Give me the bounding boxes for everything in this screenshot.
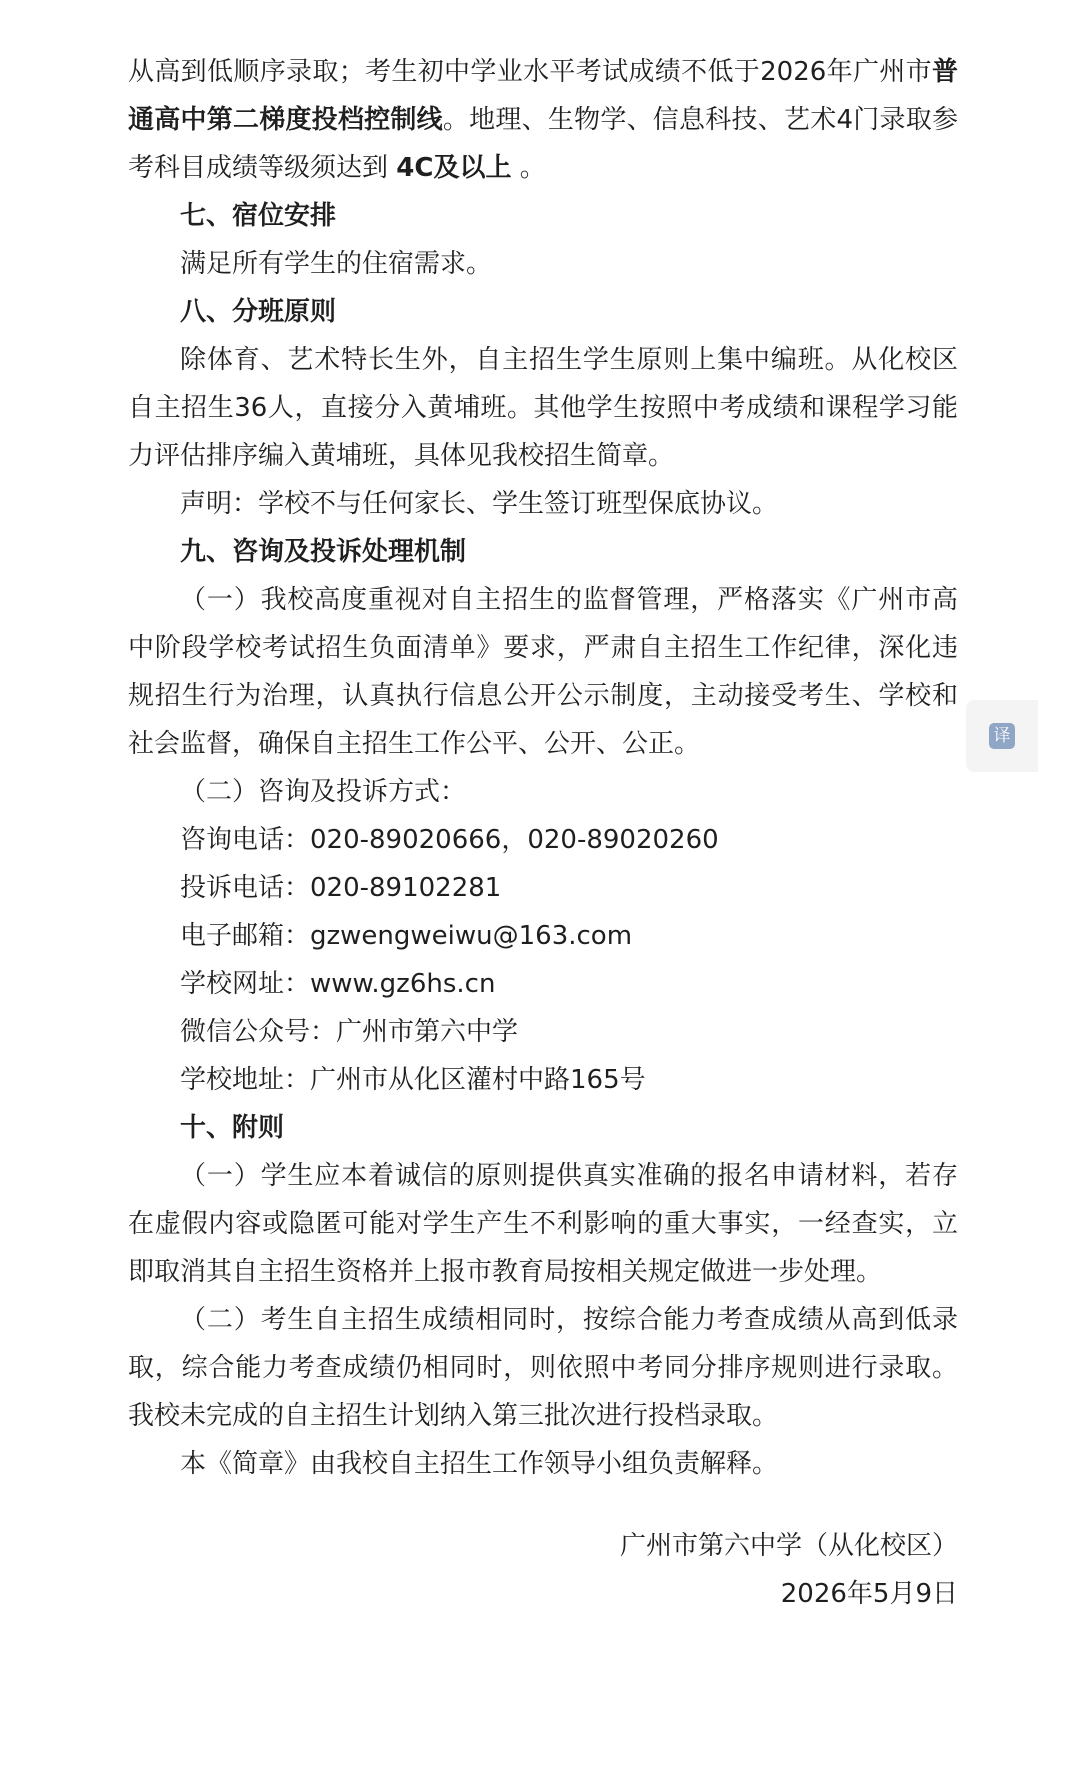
- section-7-text: 满足所有学生的住宿需求。: [180, 249, 493, 279]
- section-heading-10: 十、附则: [180, 1113, 285, 1143]
- section-heading-8: 八、分班原则: [180, 297, 337, 327]
- section-9-paragraph-2: （二）咨询及投诉方式：: [180, 777, 467, 807]
- consult-phone: 咨询电话：020-89020666，020-89020260: [180, 825, 719, 855]
- bold-text: 普通高中第二梯度投档控制线: [128, 57, 958, 135]
- text: 从高到低顺序录取；考生初中学业水平考试成绩不低于2026年广州市: [128, 57, 932, 87]
- complaint-phone: 投诉电话：020-89102281: [180, 873, 502, 903]
- document-body: [128, 48, 958, 1618]
- section-8-paragraph-1: 除体育、艺术特长生外，自主招生学生原则上集中编班。从化校区自主招生36人，直接分入黄埔班。其他学生按照中考成绩和课程学习能力评估排序编入黄埔班，具体见我校招生简章。: [128, 345, 958, 471]
- paragraph-admission-criteria: [128, 48, 958, 192]
- spacer: [128, 1488, 958, 1522]
- section-8-statement: 声明：学校不与任何家长、学生签订班型保底协议。: [180, 489, 779, 519]
- translate-button[interactable]: [966, 700, 1038, 772]
- section-10-paragraph-1: （一）学生应本着诚信的原则提供真实准确的报名申请材料，若存在虚假内容或隐匿可能对学生产生不利影响的重大事实，一经查实，立即取消其自主招生资格并上报市教育局按相关规定做进一步处理。: [128, 1161, 958, 1287]
- website: 学校网址：www.gz6hs.cn: [180, 969, 496, 999]
- signature-date: 2026年5月9日: [780, 1579, 958, 1609]
- signature-org: 广州市第六中学（从化校区）: [619, 1531, 958, 1561]
- section-heading-7: 七、宿位安排: [180, 201, 337, 231]
- section-10-paragraph-3: 本《简章》由我校自主招生工作领导小组负责解释。: [180, 1449, 779, 1479]
- school-address: 学校地址：广州市从化区灌村中路165号: [180, 1065, 646, 1095]
- text: 。地理、生物学、信息科技、艺术4门录取参考科目成绩等级须达到: [128, 105, 958, 183]
- bold-text: 4C及以上: [396, 153, 512, 183]
- wechat-account: 微信公众号：广州市第六中学: [180, 1017, 519, 1047]
- text: 。: [511, 153, 546, 183]
- section-heading-9: 九、咨询及投诉处理机制: [180, 537, 467, 567]
- section-9-paragraph-1: （一）我校高度重视对自主招生的监督管理，严格落实《广州市高中阶段学校考试招生负面清单》要求，严肃自主招生工作纪律，深化违规招生行为治理，认真执行信息公开公示制度，主动接受考生、学校和社会监督，确保自主招生工作公平、公开、公正。: [128, 585, 958, 759]
- section-10-paragraph-2: （二）考生自主招生成绩相同时，按综合能力考查成绩从高到低录取，综合能力考查成绩仍相同时，则依照中考同分排序规则进行录取。我校未完成的自主招生计划纳入第三批次进行投档录取。: [128, 1305, 958, 1431]
- translate-icon: 译: [989, 723, 1015, 749]
- email: 电子邮箱：gzwengweiwu@163.com: [180, 921, 633, 951]
